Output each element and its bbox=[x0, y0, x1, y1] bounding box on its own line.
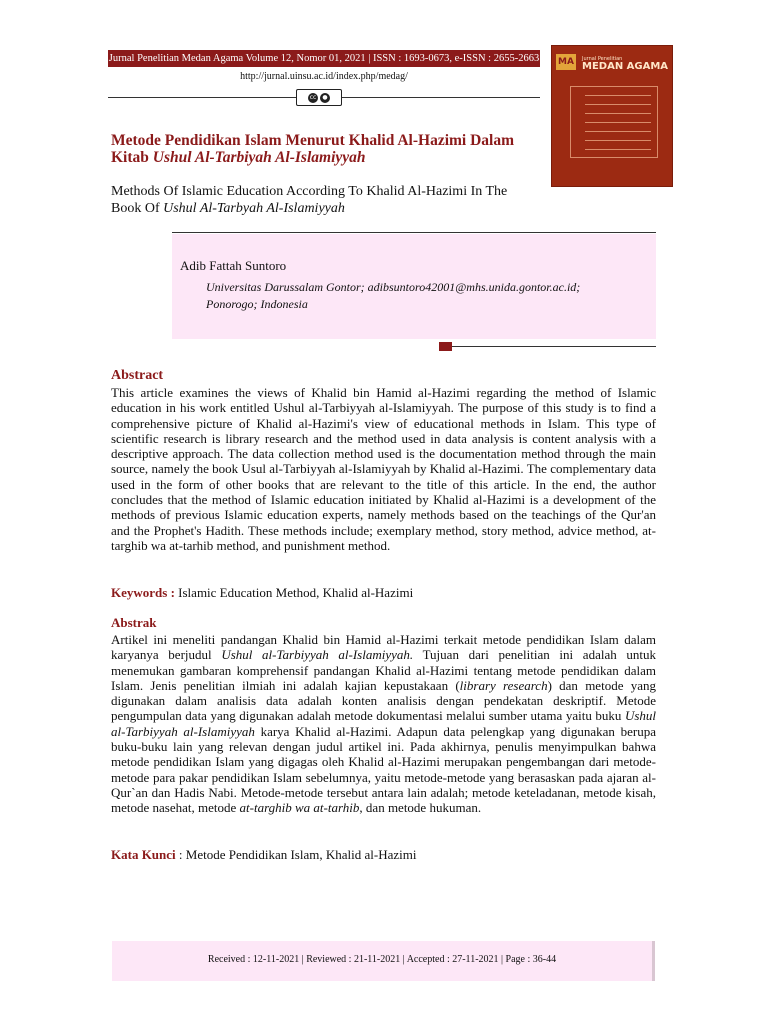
keywords-line bbox=[111, 585, 413, 601]
abstract-text: This article examines the views of Khalid bin Hamid al-Hazimi regarding the method of Islamic education in his work entitled Ushul al-Tarbiyyah al-Islamiyyah. The purpose of this study is to find a comprehensive picture of Khalid al-Hazimi's view of educational methods in Islam. This type of scientific research is library research and the method used in data analysis is content analysis with a descriptive approach. The data collection method used is the documentation method through the main source, namely the book Usul al-Tarbiyyah al-Islamiyyah by Khalid al-Hazimi. The complementary data used in the form of other books that are relevant to the title of this article. In the end, the author concludes that the method of Islamic education initiated by Khalid al-Hazimi is a development of the methods of previous Islamic education experts, namely methods based on the teachings of the Qur'an and the Prophet's Hadith. These methods include; exemplary method, story method, advice method, at-targhib wa at-tarhib method, and punishment method. bbox=[111, 385, 656, 553]
cover-subtitle: Jurnal Penelitian bbox=[582, 56, 623, 62]
journal-header-bar: Jurnal Penelitian Medan Agama Volume 12, Nomor 01, 2021 | ISSN : 1693-0673, e-ISSN : 2655-2663 bbox=[108, 50, 540, 67]
kata-kunci-line bbox=[111, 847, 416, 863]
kata-kunci-label: Kata Kunci bbox=[111, 847, 176, 862]
author-affiliation: Universitas Darussalam Gontor; adibsuntoro42001@mhs.unida.gontor.ac.id; Ponorogo; Indonesia bbox=[206, 280, 581, 311]
title-italic: Ushul Al-Tarbiyah Al-Islamiyyah bbox=[152, 149, 366, 166]
kata-kunci-value: : Metode Pendidikan Islam, Khalid al-Hazimi bbox=[175, 847, 417, 862]
article-title bbox=[111, 132, 531, 166]
cc-license-icon bbox=[296, 89, 342, 106]
abstrak-part: Artikel ini meneliti pandangan Khalid bin Hamid al-Hazimi terkait metode pendidikan Islam dalam karyanya berjudul bbox=[111, 632, 656, 663]
abstrak-part: ) dan metode yang digunakan dalam analisis data adalah konten analisis dengan pendekatan deskriptif. Metode pengumpulan data yang digunakan adalah metode dokumentasi melalui sumber utama yaitu buku bbox=[111, 677, 656, 724]
abstract-heading: Abstract bbox=[111, 368, 164, 383]
abstrak-italic: at-targhib wa at-tarhib bbox=[239, 800, 360, 816]
author-name: Adib Fattah Suntoro bbox=[180, 258, 287, 273]
cc-icon: cc bbox=[309, 93, 317, 101]
abstrak-italic: Ushul al-Tarbiyyah al-Islamiyyah. bbox=[221, 647, 414, 663]
by-icon: ● bbox=[320, 93, 330, 103]
cover-toc-box bbox=[570, 86, 658, 158]
abstrak-part: Tujuan dari penelitian ini adalah untuk menemukan gambaran komprehensif pandangan Khalid al-Hazimi tentang metode pendidikan dalam Islam. Jenis penelitian ilmiah ini adalah kajian kepustakaan ( bbox=[111, 647, 657, 693]
title-main: Metode Pendidikan Islam Menurut Khalid Al-Hazimi Dalam Kitab bbox=[111, 132, 515, 166]
article-title-english bbox=[111, 183, 541, 217]
journal-logo-icon: MA bbox=[556, 54, 576, 70]
footer-dates: Received : 12-11-2021 | Reviewed : 21-11-2021 | Accepted : 27-11-2021 | Page : 36-44 bbox=[207, 954, 557, 965]
author-box-top-rule bbox=[172, 232, 656, 233]
abstrak-italic: library research bbox=[459, 677, 548, 693]
abstrak-part: , dan metode hukuman. bbox=[359, 800, 482, 816]
journal-url[interactable]: http://jurnal.uinsu.ac.id/index.php/medag/ bbox=[240, 71, 408, 82]
keywords-value: Islamic Education Method, Khalid al-Hazimi bbox=[174, 585, 414, 600]
journal-cover-image bbox=[551, 45, 673, 187]
abstrak-text bbox=[111, 632, 656, 816]
cover-journal-name: MEDAN AGAMA bbox=[582, 61, 669, 72]
en-title-main: Methods Of Islamic Education According To Khalid Al-Hazimi In The Book Of bbox=[111, 184, 508, 216]
abstrak-heading: Abstrak bbox=[111, 615, 157, 630]
divider-square-marker bbox=[439, 342, 452, 351]
en-title-italic: Ushul Al-Tarbyah Al-Islamiyyah bbox=[163, 201, 345, 216]
abstrak-part: karya Khalid al-Hazimi. Adapun data pelengkap yang digunakan berupa buku-buku lain yang relevan dengan judul artikel ini. Pada akhirnya, penulis menyimpulkan bahwa metode pendidikan Islam yang digagas oleh Khalid al-Hazimi merupakan pengembangan dari metode-metode para pakar pendidikan Islam sebelumnya, yaitu metode-metode yang berasaskan pada ajaran al-Qur`an dan Hadis Nabi. Metode-metode tersebut antara lain adalah; metode keteladanan, metode kisah, metode nasehat, metode bbox=[111, 723, 656, 816]
author-box-bottom-rule bbox=[440, 346, 656, 347]
keywords-label: Keywords : bbox=[111, 585, 175, 600]
abstrak-italic: Ushul al-Tarbiyyah al-Islamiyyah bbox=[111, 708, 656, 739]
